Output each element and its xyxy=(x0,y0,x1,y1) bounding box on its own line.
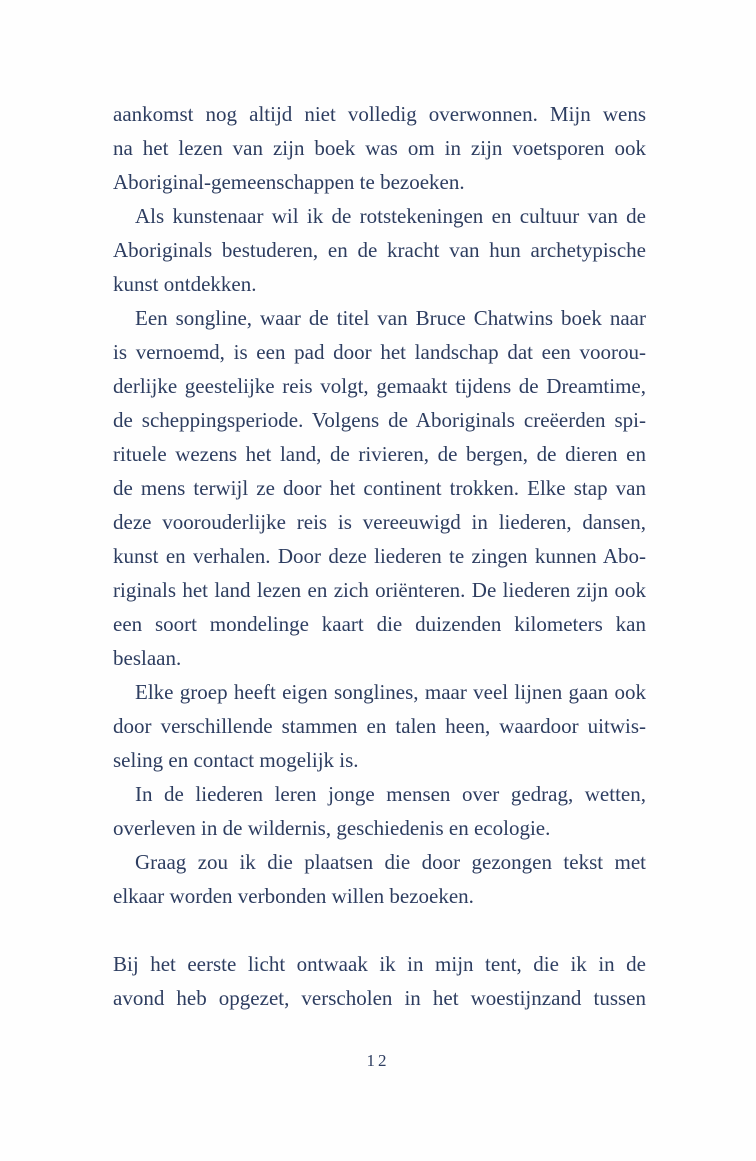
text-line: na het lezen van zijn boek was om in zijn voetsporen ook xyxy=(113,136,646,160)
text-line: Een songline, waar de titel van Bruce Chatwins boek naar xyxy=(135,306,646,330)
text-line: derlijke geestelijke reis volgt, gemaakt tijdens de Dreamtime, xyxy=(113,374,646,398)
text-line: Aboriginal-gemeenschappen te bezoeken. xyxy=(113,170,465,194)
text-line: rituele wezens het land, de rivieren, de bergen, de dieren en xyxy=(113,442,646,466)
text-line: door verschillende stammen en talen heen, waardoor uitwis- xyxy=(113,714,646,738)
paragraph xyxy=(113,947,646,1015)
paragraph xyxy=(113,97,646,199)
text-line: Elke groep heeft eigen songlines, maar veel lijnen gaan ook xyxy=(135,680,646,704)
text-line: deze voorouderlijke reis is vereeuwigd in liederen, dansen, xyxy=(113,510,646,534)
text-line: overleven in de wildernis, geschiedenis en ecologie. xyxy=(113,816,551,840)
text-line: de mens terwijl ze door het continent trokken. Elke stap van xyxy=(113,476,646,500)
text-line: kunst ontdekken. xyxy=(113,272,257,296)
text-line: een soort mondelinge kaart die duizenden kilometers kan xyxy=(113,612,646,636)
text-line: avond heb opgezet, verscholen in het woestijnzand tussen xyxy=(113,986,646,1010)
text-line: Bij het eerste licht ontwaak ik in mijn tent, die ik in de xyxy=(113,952,646,976)
paragraph xyxy=(113,301,646,675)
text-line: In de liederen leren jonge mensen over gedrag, wetten, xyxy=(135,782,646,806)
paragraph xyxy=(113,675,646,777)
text-line: de scheppingsperiode. Volgens de Aboriginals creëerden spi- xyxy=(113,408,646,432)
text-line: Graag zou ik die plaatsen die door gezongen tekst met xyxy=(135,850,646,874)
text-line: elkaar worden verbonden willen bezoeken. xyxy=(113,884,474,908)
page-number: 12 xyxy=(366,1051,390,1070)
text-line: kunst en verhalen. Door deze liederen te zingen kunnen Abo- xyxy=(113,544,646,568)
paragraph xyxy=(113,845,646,913)
text-line: aankomst nog altijd niet volledig overwonnen. Mijn wens xyxy=(113,102,646,126)
paragraph xyxy=(113,777,646,845)
text-line: Als kunstenaar wil ik de rotstekeningen en cultuur van de xyxy=(135,204,646,228)
text-line: riginals het land lezen en zich oriënteren. De liederen zijn ook xyxy=(113,578,646,602)
text-line: Aboriginals bestuderen, en de kracht van hun archetypische xyxy=(113,238,646,262)
text-block xyxy=(113,97,646,1015)
text-line: is vernoemd, is een pad door het landschap dat een voorou- xyxy=(113,340,646,364)
paragraph xyxy=(113,199,646,301)
text-line: beslaan. xyxy=(113,646,182,670)
text-line: seling en contact mogelijk is. xyxy=(113,748,359,772)
